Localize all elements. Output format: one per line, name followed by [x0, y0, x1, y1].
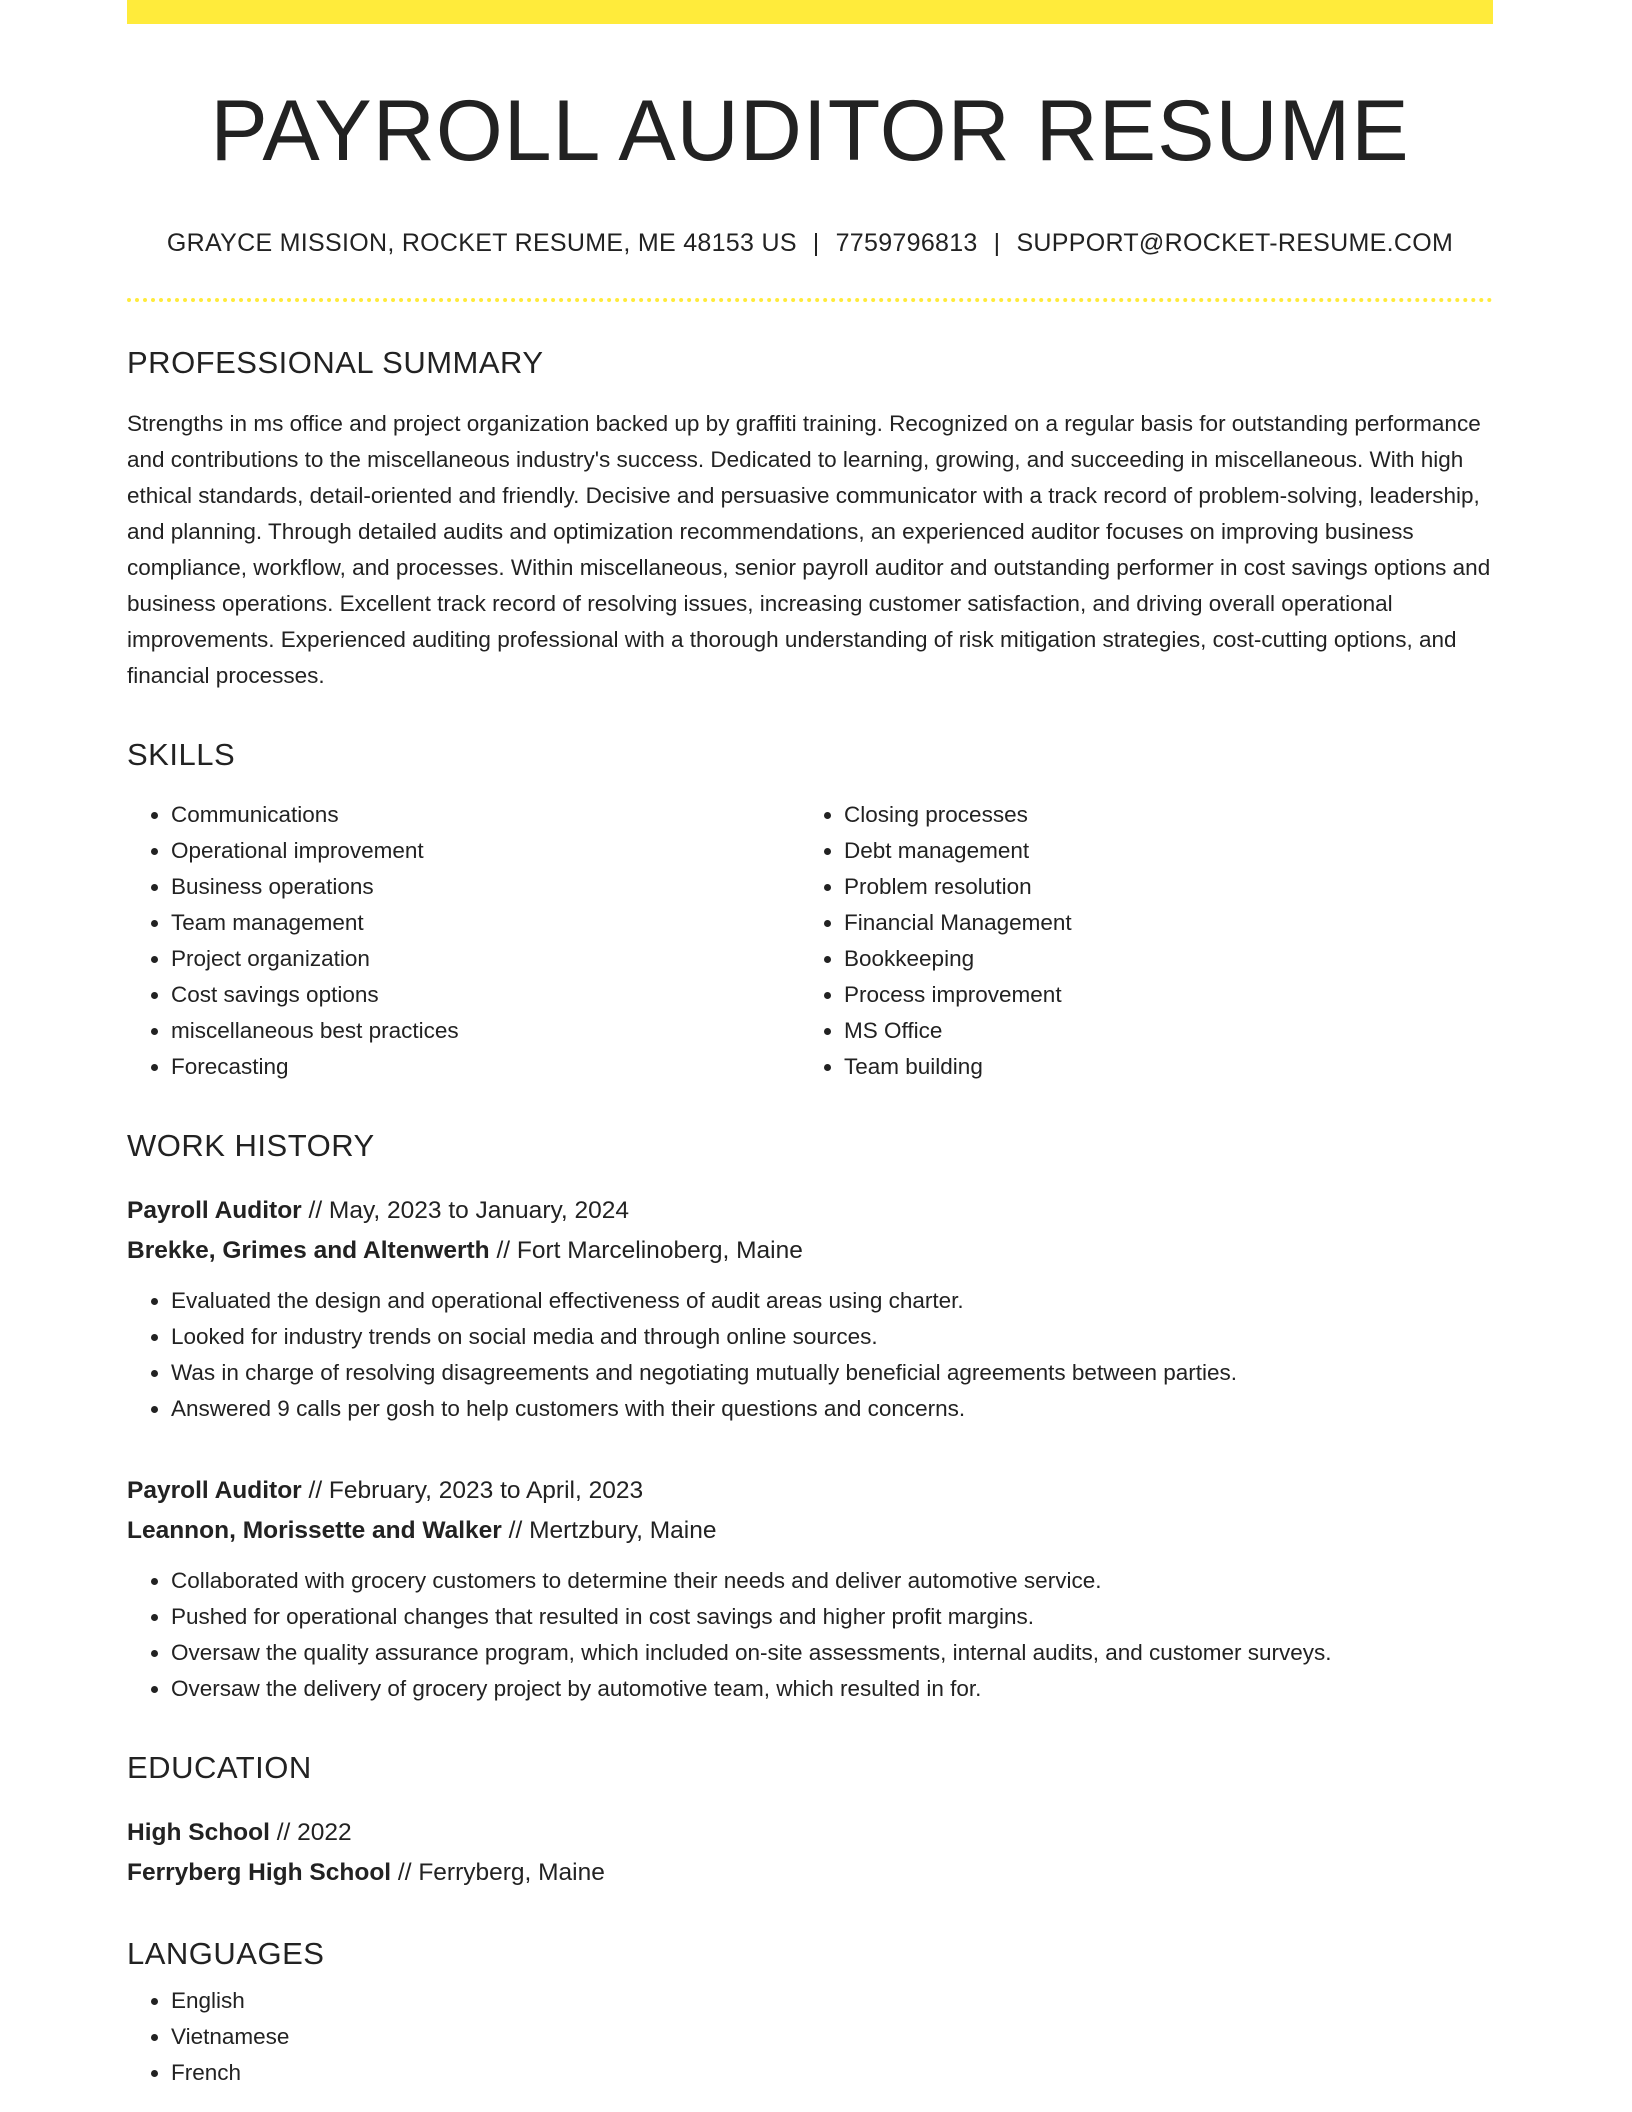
- languages-heading: LANGUAGES: [127, 1935, 325, 1971]
- job-duty: • Oversaw the delivery of grocery project by automotive team, which resulted in for.: [171, 1671, 1493, 1707]
- education-year: // 2022: [269, 1818, 352, 1846]
- language-item: • English: [171, 1983, 1493, 2019]
- skill-item: • Business operations: [171, 869, 800, 905]
- job-dates: // May, 2023 to January, 2024: [301, 1196, 630, 1224]
- contact-address: GRAYCE MISSION, ROCKET RESUME, ME 48153 US: [166, 228, 797, 257]
- job-duty: • Collaborated with grocery customers to determine their needs and deliver automotive service.: [171, 1563, 1493, 1599]
- skill-item: • Financial Management: [844, 905, 1473, 941]
- job-title-line: [127, 1191, 1493, 1231]
- skill-item: • Process improvement: [844, 977, 1473, 1013]
- skill-item: • Team building: [844, 1049, 1473, 1085]
- education-degree-line: [127, 1813, 1493, 1853]
- job-entry: [127, 1191, 1493, 1427]
- job-location: // Fort Marcelinoberg, Maine: [489, 1236, 803, 1264]
- skill-item: • miscellaneous best practices: [171, 1013, 800, 1049]
- skill-item: • Forecasting: [171, 1049, 800, 1085]
- job-entry: [127, 1471, 1493, 1707]
- skill-item: • Closing processes: [844, 797, 1473, 833]
- top-accent-bar: [127, 0, 1493, 24]
- education-school: Ferryberg High School: [127, 1858, 392, 1886]
- contact-email: SUPPORT@ROCKET-RESUME.COM: [1016, 228, 1454, 257]
- job-duty: • Oversaw the quality assurance program, which included on-site assessments, internal audits, and customer surveys.: [171, 1635, 1493, 1671]
- job-duties-list: [127, 1283, 1493, 1427]
- skill-item: • Operational improvement: [171, 833, 800, 869]
- job-dates: // February, 2023 to April, 2023: [301, 1476, 644, 1504]
- job-title: Payroll Auditor: [127, 1196, 302, 1224]
- contact-phone: 7759796813: [835, 228, 978, 257]
- contact-separator: |: [812, 228, 820, 257]
- skill-item: • Project organization: [171, 941, 800, 977]
- job-company-line: [127, 1231, 1493, 1271]
- skill-item: • Bookkeeping: [844, 941, 1473, 977]
- skills-list: [127, 797, 1493, 1085]
- skills-right-column: [800, 797, 1473, 1085]
- job-company-line: [127, 1511, 1493, 1551]
- education-school-line: [127, 1853, 1493, 1893]
- summary-heading: PROFESSIONAL SUMMARY: [127, 344, 544, 380]
- job-title: Payroll Auditor: [127, 1476, 302, 1504]
- job-location: // Mertzbury, Maine: [501, 1516, 717, 1544]
- education-entry: [127, 1813, 1493, 1893]
- job-duties-list: [127, 1563, 1493, 1707]
- job-duty: • Evaluated the design and operational effectiveness of audit areas using charter.: [171, 1283, 1493, 1319]
- job-duty: • Pushed for operational changes that resulted in cost savings and higher profit margins.: [171, 1599, 1493, 1635]
- skills-left-column: [127, 797, 800, 1085]
- skill-item: • Problem resolution: [844, 869, 1473, 905]
- education-heading: EDUCATION: [127, 1749, 312, 1785]
- skill-item: • Cost savings options: [171, 977, 800, 1013]
- education-location: // Ferryberg, Maine: [391, 1858, 605, 1886]
- language-item: • French: [171, 2055, 1493, 2091]
- languages-list: [127, 1983, 1493, 2091]
- education-degree: High School: [127, 1818, 270, 1846]
- skill-item: • MS Office: [844, 1013, 1473, 1049]
- job-title-line: [127, 1471, 1493, 1511]
- dotted-divider: [127, 298, 1493, 302]
- job-duty: • Looked for industry trends on social media and through online sources.: [171, 1319, 1493, 1355]
- contact-line: [127, 229, 1493, 258]
- contact-separator: |: [993, 228, 1001, 257]
- skills-heading: SKILLS: [127, 736, 236, 772]
- job-company: Leannon, Morissette and Walker: [127, 1516, 502, 1544]
- page-title: PAYROLL AUDITOR RESUME: [210, 83, 1410, 179]
- skill-item: • Team management: [171, 905, 800, 941]
- resume-page: [127, 0, 1493, 2091]
- language-item: • Vietnamese: [171, 2019, 1493, 2055]
- skill-item: • Communications: [171, 797, 800, 833]
- job-duty: • Answered 9 calls per gosh to help customers with their questions and concerns.: [171, 1391, 1493, 1427]
- job-duty: • Was in charge of resolving disagreements and negotiating mutually beneficial agreements between parties.: [171, 1355, 1493, 1391]
- job-company: Brekke, Grimes and Altenwerth: [127, 1236, 490, 1264]
- summary-text: Strengths in ms office and project organization backed up by graffiti training. Recognized on a regular basis for outstanding performance and contributions to the miscellaneous industry's success. Dedicated to learning, growing, and succeeding in miscellaneous. With high ethical standards, detail-oriented and friendly. Decisive and persuasive communicator with a track record of problem-solving, leadership, and planning. Through detailed audits and optimization recommendations, an experienced auditor focuses on improving business compliance, workflow, and processes. Within miscellaneous, senior payroll auditor and outstanding performer in cost savings options and business operations. Excellent track record of resolving issues, increasing customer satisfaction, and driving overall operational improvements. Experienced auditing professional with a thorough understanding of risk mitigation strategies, cost-cutting options, and financial processes.: [127, 410, 1491, 688]
- skill-item: • Debt management: [844, 833, 1473, 869]
- work-history-heading: WORK HISTORY: [127, 1127, 375, 1163]
